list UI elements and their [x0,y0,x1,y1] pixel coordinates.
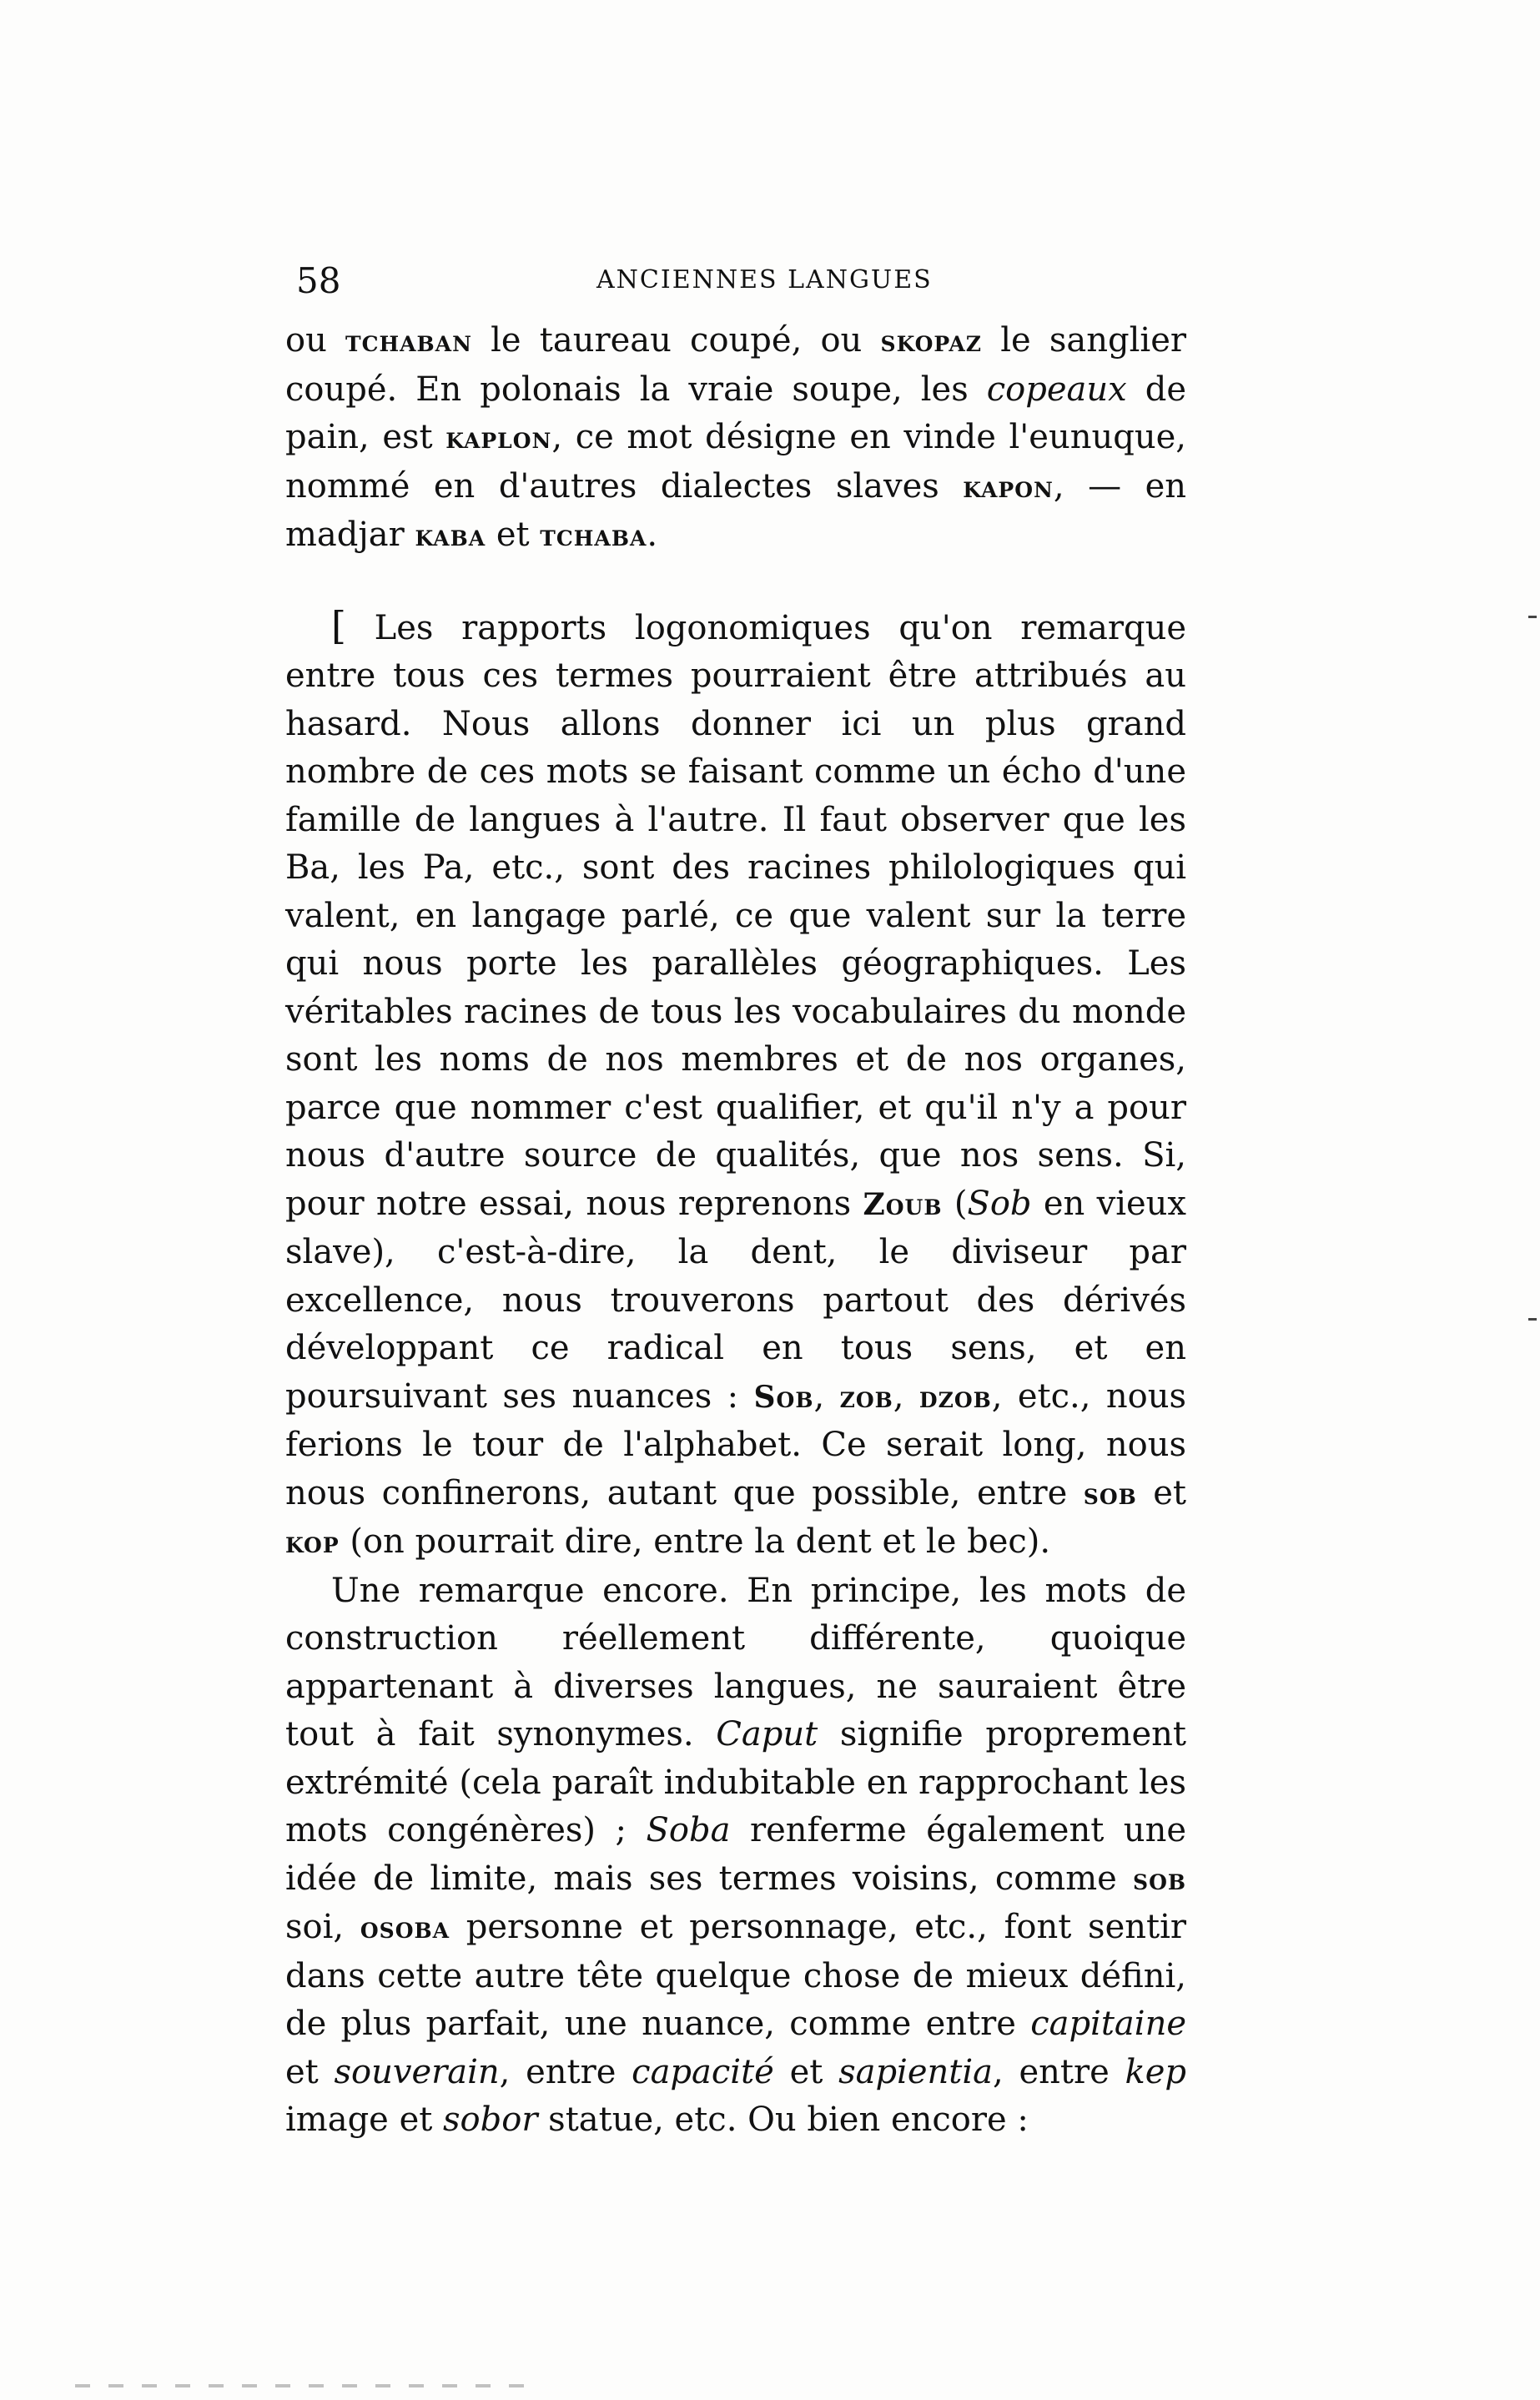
small-caps-term: dzob [918,1379,992,1415]
running-title: ANCIENNES LANGUES [596,265,933,294]
text-run: renferme également une idée de limite, mais ses termes voisins, comme [285,1811,1186,1898]
text-run: , — en madjar [285,466,1187,554]
small-caps-term: kop [285,1525,340,1560]
text-run: et [773,2052,839,2091]
text-run: , ce mot désigne en vinde l'eunuque, nommé en d'autres dialectes slaves [285,418,1186,506]
small-caps-term: sob [1133,1861,1186,1897]
text-run: et [1136,1473,1187,1512]
italic-term: Soba [646,1811,731,1849]
small-caps-term: tchaba [540,518,647,553]
italic-term: kep [1125,2052,1186,2091]
text-run: signifie proprement extrémité (cela paraît indubitable en rapprochant les mots congénères) ; [285,1715,1187,1849]
text-run: et [285,2052,335,2091]
small-caps-term: tchaban [345,324,472,359]
text-run: statue, etc. Ou bien encore : [537,2101,1029,2139]
text-run: en vieux slave), c'est-à-dire, la dent, le diviseur par excellence, nous trouverons partout des dérivés développant ce radical en tous sens, et en poursuivant ses nuances : [285,1184,1186,1416]
italic-term: copeaux [986,370,1127,409]
small-caps-term: kaba [415,518,486,553]
text-run: , etc., nous ferions le tour de l'alphabet. Ce serait long, nous nous confinerons, autant que possible, entre [285,1376,1187,1512]
text-run: , entre [992,2052,1125,2091]
italic-term: sapientia [838,2052,993,2091]
small-caps-term: Zoub [863,1186,943,1222]
small-caps-term: Sob [753,1379,814,1415]
paragraph-3 [285,1567,1186,2145]
small-caps-term: kaplon [445,420,552,455]
text-run: personne et personnage, etc., font sentir dans cette autre tête quelque chose de mieux défini, de plus parfait, une nuance, comme entre [285,1908,1186,2043]
small-caps-term: osoba [360,1910,450,1945]
text-run: (on pourrait dire, entre la dent et le bec). [339,1522,1051,1561]
page-number: 58 [296,260,341,301]
text-run: ( [942,1184,968,1223]
small-caps-term: skopaz [880,324,983,359]
page-header [296,260,1193,302]
text-run: image et [285,2101,444,2139]
text-run: le taureau coupé, ou [471,321,881,360]
scan-edge-mark [1528,1318,1537,1321]
text-run: , [813,1376,840,1416]
italic-term: souverain [334,2052,500,2091]
text-run: Les rapports logonomiques qu'on remarque entre tous ces termes pourraient être attribués au hasard. Nous allons donner ici un plus grand nombre de ces mots se faisant comme un écho d'une famille de langues à l'autre. Il faut observer que les Ba, les Pa, etc., sont des racines philologiques qui valent, en langage parlé, ce que valent sur la terre qui nous porte les parallèles géographiques. Les véritables racines de tous les vocabulaires du monde sont les noms de nos membres et de nos organes, parce que nommer c'est qualifier, et qu'il n'y a pour nous d'autre source de qualités, que nos sens. Si, pour notre essai, nous reprenons [285,608,1186,1223]
small-caps-term: sob [1083,1476,1137,1512]
text-run: de pain, est [285,370,1186,456]
body-text [285,317,1186,2145]
text-run: ou [285,321,346,360]
small-caps-term: kapon [963,469,1054,505]
text-run: Une remarque encore. En principe, les mots de construction réellement différente, quoique appartenant à diverses langues, ne sauraient être tout à fait synonymes. [285,1571,1186,1753]
text-run: le sanglier coupé. En polonais la vraie soupe, les [285,321,1186,409]
paragraph-2 [285,602,1186,1567]
paragraph-1 [285,317,1186,561]
opening-bracket: [ [331,602,346,648]
italic-term: capacité [632,2052,774,2091]
text-run: , [893,1376,919,1416]
italic-term: capitaine [1030,2005,1186,2043]
italic-term: sobor [443,2101,538,2139]
italic-term: Sob [967,1184,1032,1223]
small-caps-term: zob [839,1379,893,1415]
text-run: soi, [285,1908,360,1946]
scan-edge-mark [1528,616,1537,618]
italic-term: Caput [716,1715,818,1753]
text-run: . [647,516,658,554]
text-run: et [486,516,541,554]
scan-bottom-marks [75,2384,542,2387]
text-run: , entre [499,2052,632,2091]
